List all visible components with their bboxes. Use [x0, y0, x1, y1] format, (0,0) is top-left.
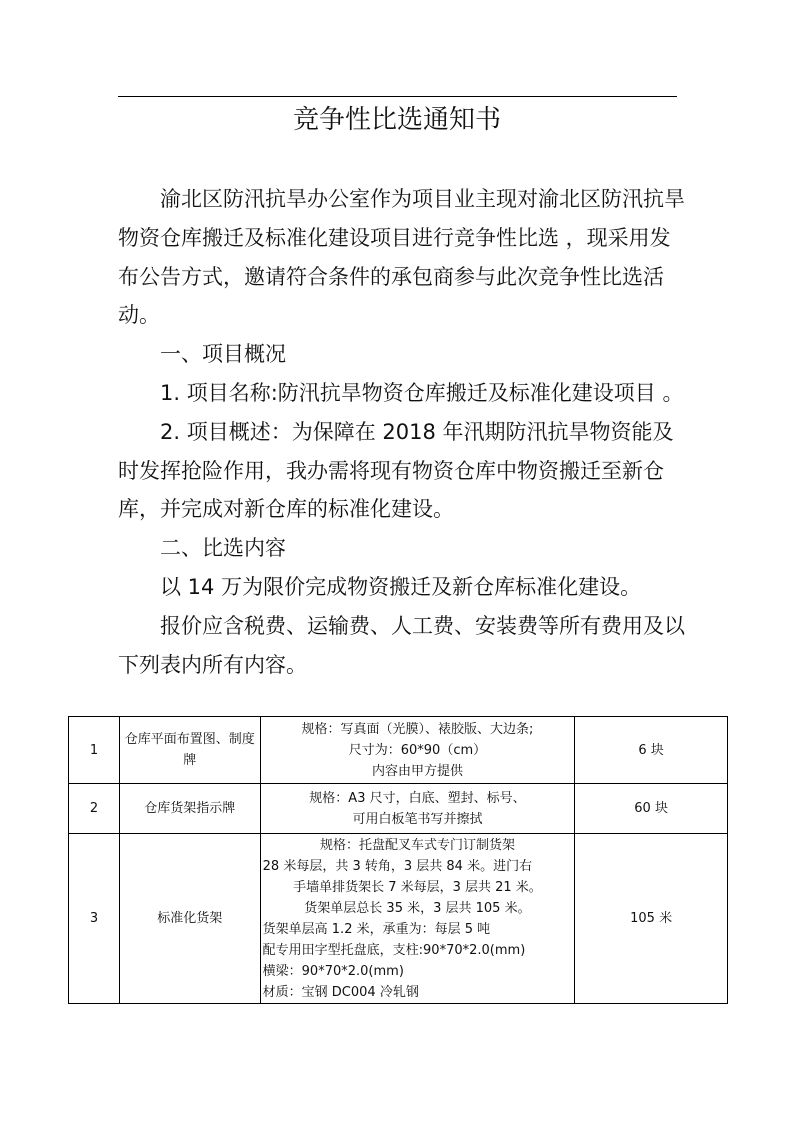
item-name: 仓库平面布置图、制度牌	[119, 717, 260, 784]
spec-line: 尺寸为：60*90（cm）	[348, 742, 487, 758]
section-heading-overview: 一、项目概况	[160, 342, 286, 367]
content-paragraph-limit: 以 14 万为限价完成物资搬迁及新仓库标准化建设。	[160, 574, 642, 599]
item-quantity: 60 块	[575, 784, 728, 834]
document-title: 竞争性比选通知书	[292, 105, 501, 135]
item-name: 标准化货架	[119, 834, 260, 1004]
row-number: 2	[69, 784, 120, 834]
spec-line: 规格：托盘配叉车式专门订制货架	[319, 837, 515, 853]
spec-line: 货架单层总长 35 米，3 层共 105 米。	[304, 900, 531, 916]
item-name: 仓库货架指示牌	[119, 784, 260, 834]
project-summary-item: 2. 项目概述：为保障在 2018 年汛期防汛抗旱物资能及时发挥抢险作用，我办需将现有物资仓库中物资搬迁至新仓库，并完成对新仓库的标准化建设。	[118, 419, 674, 522]
spec-line: 规格：写真面（光膜）、裱胶版、大边条;	[301, 721, 534, 737]
spec-line: 内容由甲方提供	[371, 763, 463, 779]
items-table	[68, 716, 728, 1004]
item-spec	[260, 834, 575, 1004]
spec-line: 配专用田字型托盘底，支柱:90*70*2.0(mm)	[262, 942, 526, 958]
spec-line: 可用白板笔书写并擦拭	[352, 811, 483, 827]
item-quantity: 105 米	[575, 834, 728, 1004]
spec-line: 货架单层高 1.2 米，承重为：每层 5 吨	[262, 921, 491, 937]
table-row	[69, 834, 728, 1004]
spec-line: 规格：A3 尺寸，白底、塑封、标号、	[309, 790, 526, 806]
spec-line: 横梁：90*70*2.0(mm)	[262, 963, 404, 979]
spec-line: 手墙单排货架长 7 米每层，3 层共 21 米。	[293, 879, 542, 895]
table-row	[69, 717, 728, 784]
item-quantity: 6 块	[575, 717, 728, 784]
content-paragraph-quote: 报价应含税费、运输费、人工费、安装费等所有费用及以下列表内所有内容。	[118, 613, 685, 677]
header-rule	[118, 96, 677, 97]
item-spec	[260, 784, 575, 834]
spec-line: 材质：宝钢 DC004 冷轧钢	[262, 984, 419, 1000]
section-heading-content: 二、比选内容	[160, 536, 286, 561]
item-spec	[260, 717, 575, 784]
row-number: 1	[69, 717, 120, 784]
row-number: 3	[69, 834, 120, 1004]
table-row	[69, 784, 728, 834]
document-body	[118, 180, 688, 684]
intro-paragraph: 渝北区防汛抗旱办公室作为项目业主现对渝北区防汛抗旱物资仓库搬迁及标准化建设项目进行竞争性比选 ，现采用发布公告方式，邀请符合条件的承包商参与此次竞争性比选活动。	[118, 187, 685, 328]
project-name-item: 1. 项目名称:防汛抗旱物资仓库搬迁及标准化建设项目 。	[160, 380, 684, 405]
spec-line: 28 米每层，共 3 转角，3 层共 84 米。进门右	[262, 858, 533, 874]
